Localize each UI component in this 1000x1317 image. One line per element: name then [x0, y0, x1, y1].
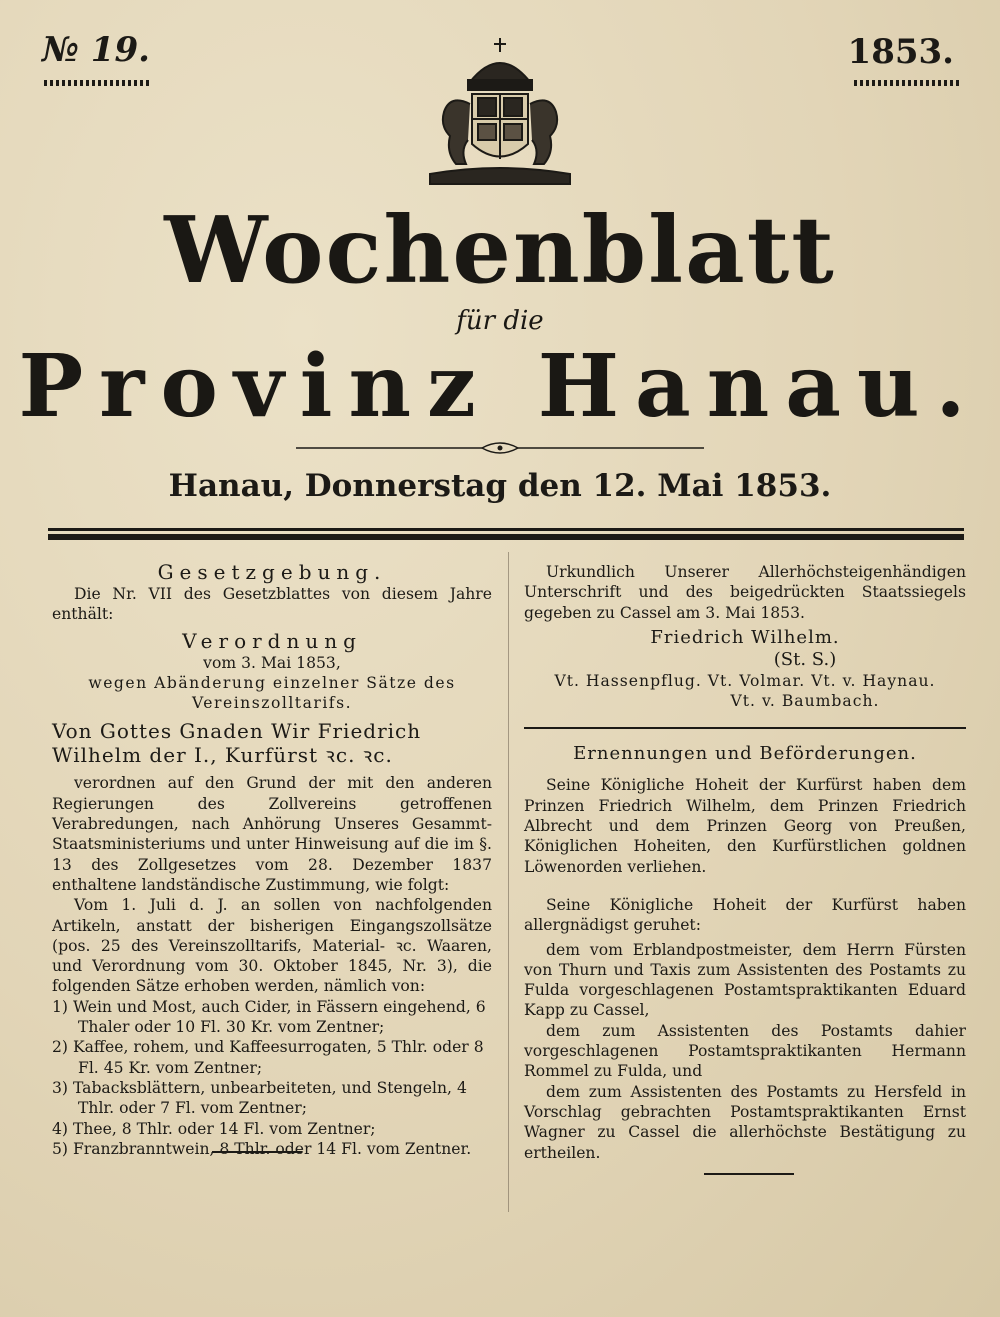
masthead-rule-thick [48, 534, 964, 540]
left-column [52, 560, 492, 1158]
coat-of-arms-icon [420, 34, 580, 190]
seal: (St. S.) [773, 648, 837, 670]
legislation-intro: Die Nr. VII des Gesetzblattes von diesem Jahre enthält: [52, 585, 492, 624]
decree-paragraph-1: verordnen auf den Grund der mit den anderen Regierungen des Zollvereins getroffenen Verabredungen, nach Anhörung Unseres Gesammt-Staatsministeriums und unter Hinweisung auf die im §. 13 des Zollgesetzes vom 28. Dezember 1837 enthaltene landständische Zustimmung, wie folgt: [52, 774, 492, 894]
tariff-item: 4) Thee, 8 Thlr. oder 14 Fl. vom Zentner; [52, 1119, 376, 1138]
appointments-paragraph-5: dem zum Assistenten des Postamts zu Hersfeld in Vorschlag gebrachten Postamtspraktikanten Ernst Wagner zu Cassel die allerhöchste Bestätigung zu ertheilen. [524, 1082, 966, 1162]
ministers-line-2: Vt. v. Baumbach. [730, 692, 880, 711]
decree-heading: Von Gottes Gnaden Wir Friedrich Wilhelm der I., Kurfürst ꝛc. ꝛc. [52, 719, 422, 768]
dateline: Hanau, Donnerstag den 12. Mai 1853. [168, 468, 832, 504]
ordinance-title: Verordnung [182, 628, 362, 653]
issue-number-underline [44, 80, 152, 86]
ordinance-subject: wegen Abänderung einzelner Sätze des Vereinszolltarifs. [88, 673, 456, 713]
newspaper-title-province: Provinz Hanau. [18, 336, 982, 437]
issue-year-underline [854, 80, 962, 86]
section-rule [524, 727, 966, 729]
column-separator [508, 552, 509, 1212]
newspaper-title-for: für die [456, 306, 544, 336]
decree-closing: Urkundlich Unserer Allerhöchsteigenhändigen Unterschrift und des beigedrückten Staatssiegels gegeben zu Cassel am 3. Mai 1853. [524, 563, 966, 622]
ornamental-rule-icon [296, 440, 704, 456]
tariff-item: 5) Franzbranntwein, 8 Thlr. oder 14 Fl. vom Zentner. [52, 1139, 472, 1158]
right-column [524, 562, 966, 1175]
section-title-appointments: Ernennungen und Beförderungen. [573, 743, 917, 765]
end-rule [704, 1173, 794, 1175]
tariff-item: 2) Kaffee, rohem, und Kaffeesurrogaten, 5 Thlr. oder 8 Fl. 45 Kr. vom Zentner; [52, 1038, 484, 1077]
masthead-rule [48, 528, 964, 531]
decree-paragraph-2: Vom 1. Juli d. J. an sollen von nachfolgenden Artikeln, anstatt der bisherigen Eingangszollsätze (pos. 25 des Vereinszolltarifs, Material- ꝛc. Waaren, und Verordnung vom 30. Oktober 1845, Nr. 3), die folgenden Sätze erhoben werden, nämlich von: [52, 896, 492, 996]
issue-year: 1853. [847, 32, 954, 72]
ministers-line-1: Vt. Hassenpflug. Vt. Volmar. Vt. v. Haynau. [554, 671, 936, 690]
ordinance-date: vom 3. Mai 1853, [203, 653, 341, 672]
newspaper-title: Wochenblatt [164, 196, 836, 304]
appointments-paragraph-1: Seine Königliche Hoheit der Kurfürst haben dem Prinzen Friedrich Wilhelm, dem Prinzen Friedrich Albrecht und dem Prinzen Georg von Preußen, Königlichen Hoheiten, den Kurfürstlichen goldnen Löwenorden verliehen. [524, 776, 966, 876]
appointments-paragraph-3: dem vom Erblandpostmeister, dem Herrn Fürsten von Thurn und Taxis zum Assistenten des Postamts zu Fulda vorgeschlagenen Postamtspraktikanten Eduard Kapp zu Cassel, [524, 940, 966, 1020]
section-title-legislation: Gesetzgebung. [157, 560, 387, 584]
appointments-paragraph-2: Seine Königliche Hoheit der Kurfürst haben allergnädigst geruhet: [524, 895, 966, 935]
signature: Friedrich Wilhelm. [650, 626, 840, 648]
appointments-paragraph-4: dem zum Assistenten des Postamts dahier vorgeschlagenen Postamtspraktikanten Hermann Rommel zu Fulda, und [524, 1021, 966, 1081]
tariff-item: 1) Wein und Most, auch Cider, in Fässern eingehend, 6 Thaler oder 10 Fl. 30 Kr. vom Zentner; [52, 997, 486, 1037]
tariff-item: 3) Tabacksblättern, unbearbeiteten, und Stengeln, 4 Thlr. oder 7 Fl. vom Zentner; [52, 1078, 467, 1118]
issue-number: № 19. [42, 30, 150, 70]
